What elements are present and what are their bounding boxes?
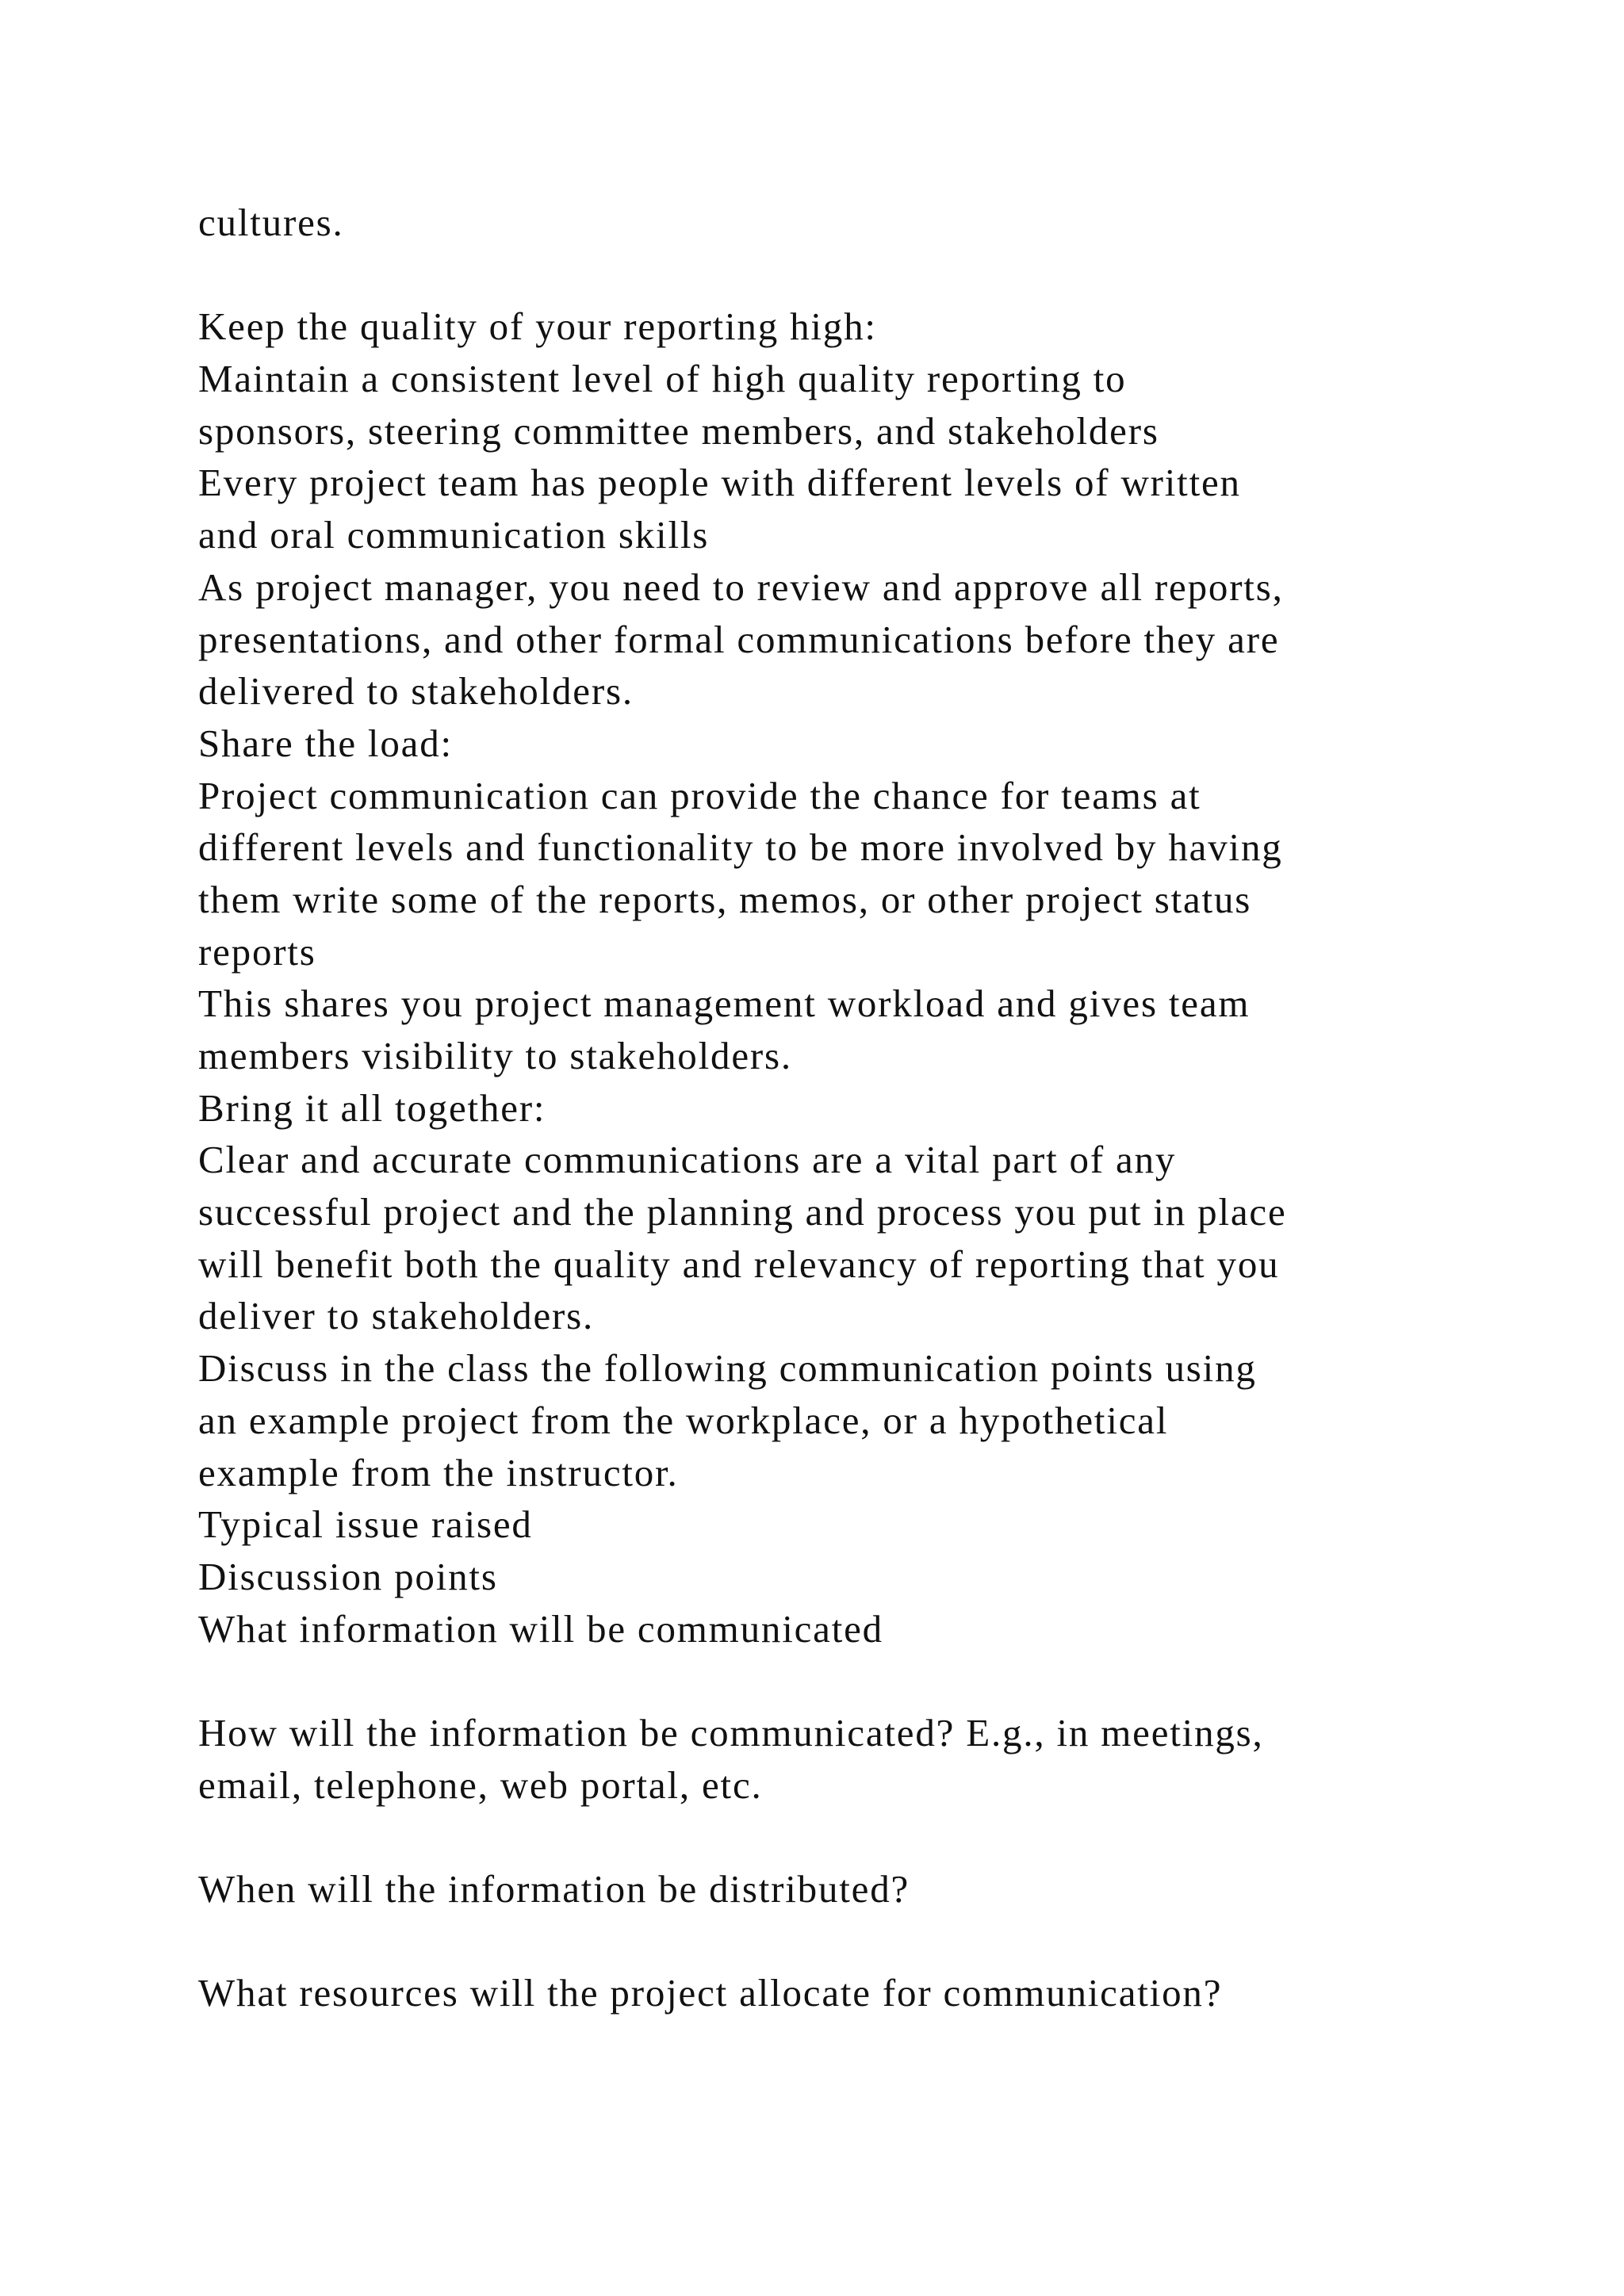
text-line: an example project from the workplace, or a hypothetical <box>198 1398 1169 1442</box>
text-line: Clear and accurate communications are a vital part of any <box>198 1138 1177 1182</box>
text-line: successful project and the planning and process you put in place <box>198 1190 1287 1234</box>
text-line: delivered to stakeholders. <box>198 669 634 714</box>
text-line: How will the information be communicated? E.g., in meetings, <box>198 1710 1264 1755</box>
text-line: Every project team has people with different levels of written <box>198 461 1241 505</box>
text-line: presentations, and other formal communications before they are <box>198 617 1280 661</box>
text-line: email, telephone, web portal, etc. <box>198 1762 763 1807</box>
text-line: When will the information be distributed? <box>198 1867 910 1911</box>
text-line: Project communication can provide the chance for teams at <box>198 773 1201 817</box>
text-line: This shares you project management workload and gives team <box>198 982 1251 1026</box>
text-line: sponsors, steering committee members, and stakeholders <box>198 408 1159 453</box>
text-line: members visibility to stakeholders. <box>198 1034 792 1077</box>
blank-line <box>198 1915 1546 1968</box>
document-body <box>198 197 1546 2019</box>
text-line: Share the load: <box>198 721 453 765</box>
text-line: reports <box>198 929 316 974</box>
text-line: example from the instructor. <box>198 1450 679 1494</box>
text-line: As project manager, you need to review and approve all reports, <box>198 564 1284 609</box>
blank-line <box>198 249 1546 301</box>
blank-line <box>198 1655 1546 1707</box>
text-line: Discuss in the class the following communication points using <box>198 1346 1257 1391</box>
blank-line <box>198 1811 1546 1863</box>
text-line: Bring it all together: <box>198 1085 546 1130</box>
text-line: cultures. <box>198 201 344 244</box>
text-line: will benefit both the quality and relevancy of reporting that you <box>198 1242 1280 1286</box>
text-line: Keep the quality of your reporting high: <box>198 304 877 349</box>
text-line: What resources will the project allocate for communication? <box>198 1971 1223 2015</box>
text-line: different levels and functionality to be more involved by having <box>198 825 1283 870</box>
text-line: them write some of the reports, memos, or other project status <box>198 877 1252 921</box>
text-line: Typical issue raised <box>198 1502 533 1547</box>
text-line: deliver to stakeholders. <box>198 1294 595 1338</box>
text-line: What information will be communicated <box>198 1606 883 1651</box>
text-line: Discussion points <box>198 1554 498 1598</box>
text-line: Maintain a consistent level of high quality reporting to <box>198 357 1127 401</box>
text-line: and oral communication skills <box>198 513 710 557</box>
